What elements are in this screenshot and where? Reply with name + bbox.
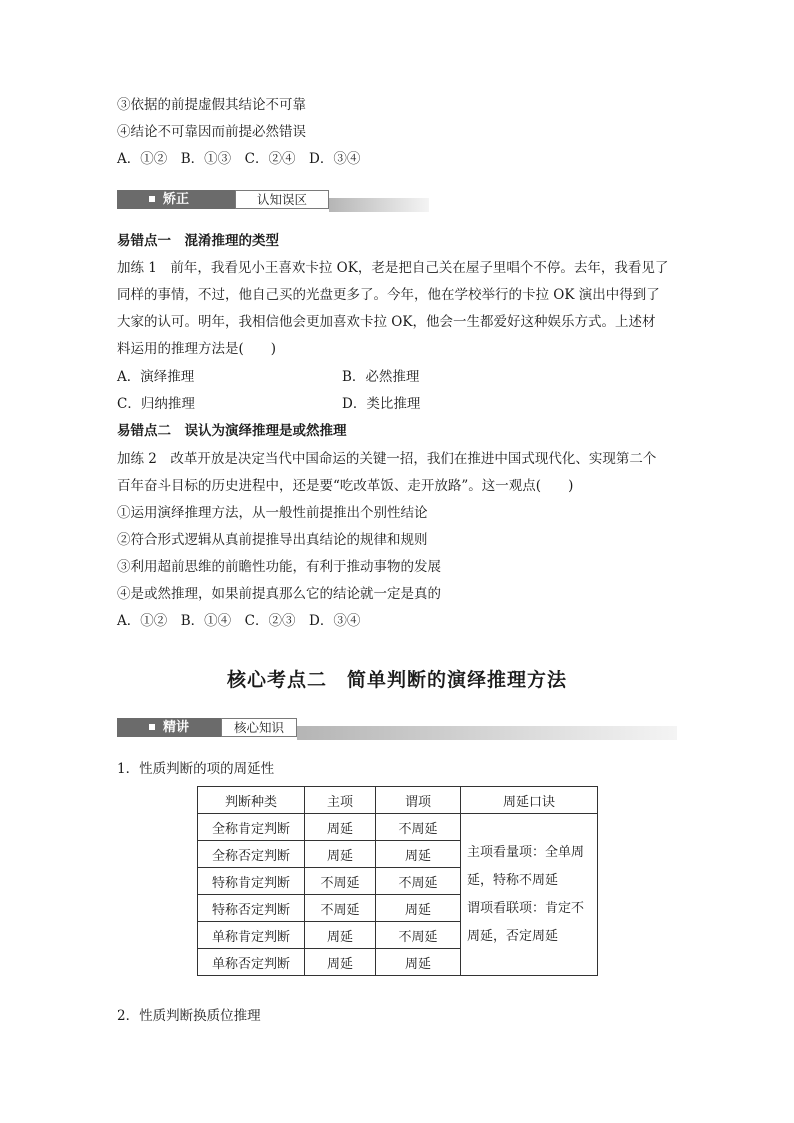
exercise-2-item: ①运用演绎推理方法，从一般性前提推出个别性结论 (117, 505, 428, 521)
exercise-1-line: 同样的事情，不过，他自己买的光盘更多了。今年，他在学校举行的卡拉 OK 演出中得到了 (117, 287, 660, 303)
section-bar-gradient (297, 726, 677, 740)
table-cell: 不周延 (305, 868, 376, 895)
square-bullet-icon (149, 196, 155, 202)
exercise-1-option-a: A．演绎推理 (117, 369, 195, 385)
exercise-2-options: A．①② B．①④ C．②③ D．③④ (117, 613, 361, 629)
point-2-title: 2．性质判断换质位推理 (117, 1008, 261, 1024)
exercise-1-line: 大家的认可。明年，我相信他会更加喜欢卡拉 OK，他会一生都爱好这种娱乐方式。上述材 (117, 314, 656, 330)
square-bullet-icon (149, 724, 155, 730)
statement-4: ④结论不可靠因而前提必然错误 (117, 124, 306, 140)
distribution-table (197, 786, 598, 976)
error-point-1-title: 易错点一 混淆推理的类型 (117, 233, 279, 249)
table-header-row (198, 787, 598, 814)
exercise-2-line: 百年奋斗目标的历史进程中，还是要“吃改革饭、走开放路”。这一观点( ) (117, 478, 574, 494)
table-cell: 周延 (376, 841, 461, 868)
mnemonic-line: 延，特称不周延 (467, 872, 559, 888)
table-cell: 特称否定判断 (198, 895, 305, 922)
section-bar-light: 认知误区 (235, 190, 329, 209)
section-bar-dark: 精讲 (117, 718, 221, 737)
exercise-1-line: 加练 1 前年，我看见小王喜欢卡拉 OK，老是把自己关在屋子里唱个不停。去年，我看见了 (117, 260, 669, 276)
table-cell: 周延 (305, 841, 376, 868)
table-cell: 周延 (376, 949, 461, 976)
table-header-cell: 谓项 (376, 787, 461, 814)
table-cell: 特称肯定判断 (198, 868, 305, 895)
exercise-1-option-c: C．归纳推理 (117, 396, 195, 412)
exercise-1-option-b: B．必然推理 (342, 369, 420, 385)
exercise-1-line: 料运用的推理方法是( ) (117, 341, 277, 357)
statement-3: ③依据的前提虚假其结论不可靠 (117, 97, 306, 113)
table-row (198, 814, 598, 841)
table-header-cell: 主项 (305, 787, 376, 814)
core-heading: 核心考点二 简单判断的演绎推理方法 (226, 669, 567, 691)
table-cell: 单称否定判断 (198, 949, 305, 976)
table-cell: 不周延 (305, 895, 376, 922)
mnemonic-cell (461, 814, 598, 976)
section-bar-gradient (329, 198, 429, 212)
point-1-title: 1．性质判断的项的周延性 (117, 761, 275, 777)
mnemonic-line: 谓项看联项：肯定不 (467, 900, 585, 916)
table-cell: 全称否定判断 (198, 841, 305, 868)
section-bar-lecture (117, 716, 677, 740)
table-cell: 不周延 (376, 868, 461, 895)
table-cell: 周延 (305, 949, 376, 976)
exercise-2-item: ③利用超前思维的前瞻性功能，有利于推动事物的发展 (117, 559, 441, 575)
exercise-1-option-d: D．类比推理 (342, 396, 421, 412)
section-bar-correction (117, 188, 437, 212)
mnemonic-line: 周延，否定周延 (467, 928, 559, 944)
table-cell: 不周延 (376, 922, 461, 949)
exercise-2-item: ②符合形式逻辑从真前提推导出真结论的规律和规则 (117, 532, 428, 548)
table-header-cell: 周延口诀 (461, 787, 598, 814)
exercise-2-item: ④是或然推理，如果前提真那么它的结论就一定是真的 (117, 586, 441, 602)
exercise-2-line: 加练 2 改革开放是决定当代中国命运的关键一招，我们在推进中国式现代化、实现第二个 (117, 451, 657, 467)
error-point-2-title: 易错点二 误认为演绎推理是或然推理 (117, 423, 347, 439)
section-bar-light: 核心知识 (221, 718, 297, 737)
table-header-cell: 判断种类 (198, 787, 305, 814)
table-cell: 不周延 (376, 814, 461, 841)
mnemonic-line: 主项看量项：全单周 (467, 844, 585, 860)
table-cell: 全称肯定判断 (198, 814, 305, 841)
section-bar-dark: 矫正 (117, 190, 235, 209)
table-cell: 周延 (305, 814, 376, 841)
table-cell: 周延 (305, 922, 376, 949)
table-cell: 周延 (376, 895, 461, 922)
table-cell: 单称肯定判断 (198, 922, 305, 949)
answer-options: A．①② B．①③ C．②④ D．③④ (117, 151, 361, 167)
